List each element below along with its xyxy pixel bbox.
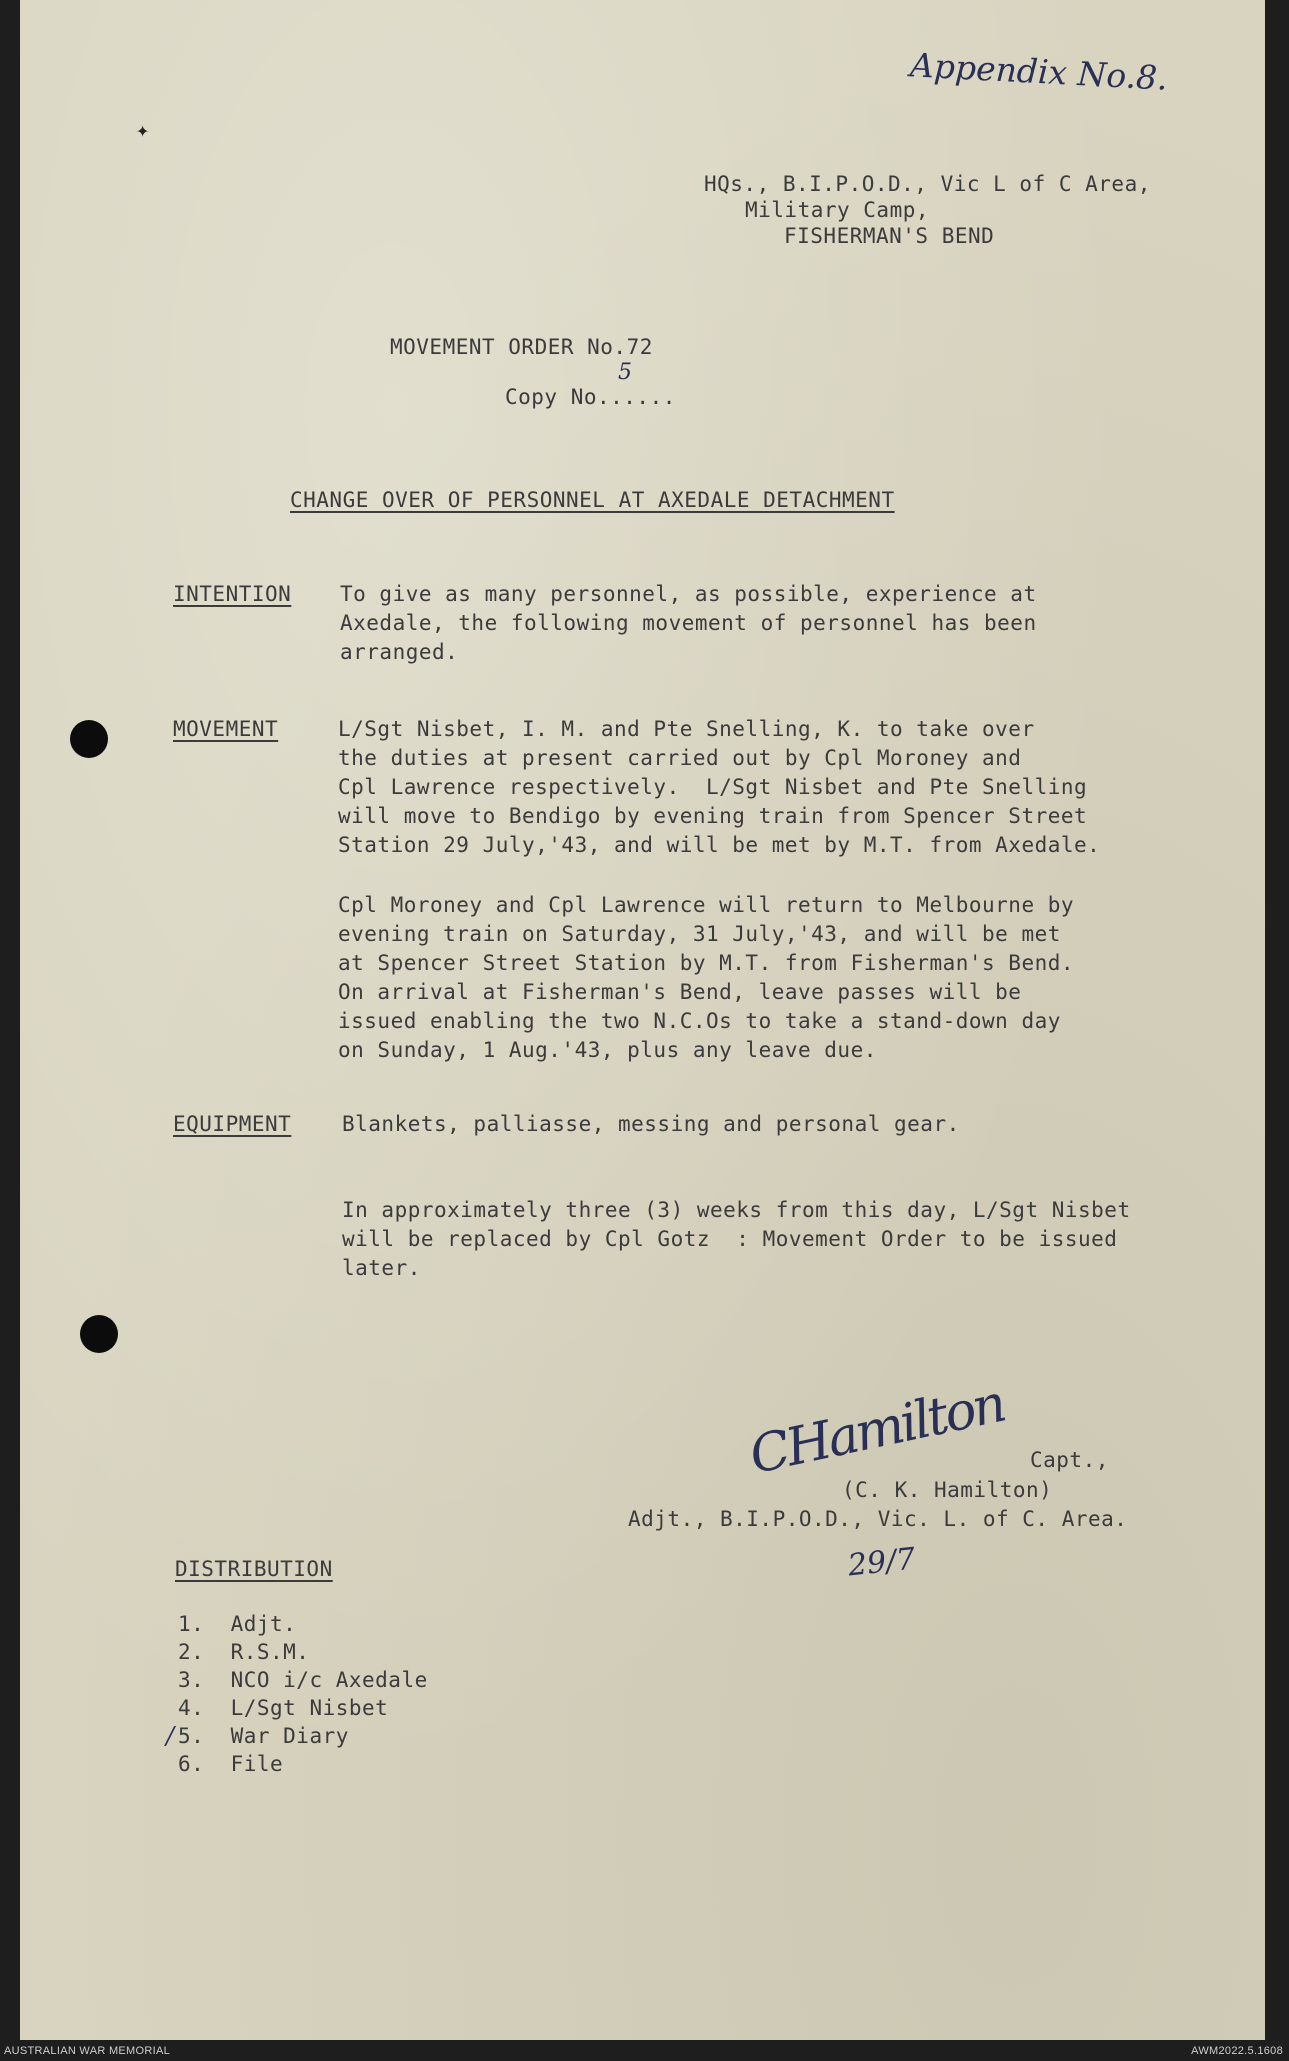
handwritten-date: 29/7 — [846, 1541, 918, 1584]
movement-line: L/Sgt Nisbet, I. M. and Pte Snelling, K. to take over — [338, 717, 1035, 741]
distribution-item: 3. NCO i/c Axedale — [178, 1668, 428, 1692]
signature-name: (C. K. Hamilton) — [842, 1478, 1053, 1502]
ink-mark: ✦ — [136, 118, 150, 143]
header-line-1: HQs., B.I.P.O.D., Vic L of C Area, — [704, 172, 1151, 196]
distribution-item: 6. File — [178, 1752, 284, 1776]
footer-source: AUSTRALIAN WAR MEMORIAL — [4, 2045, 171, 2057]
distribution-item: 5. War Diary — [178, 1724, 349, 1748]
header-line-2: Military Camp, — [745, 198, 930, 222]
intention-line: arranged. — [340, 640, 459, 664]
movement-heading: MOVEMENT — [173, 717, 279, 741]
intention-heading: INTENTION — [173, 582, 292, 606]
movement-line: evening train on Saturday, 31 July,'43, and will be met — [338, 922, 1061, 946]
intention-line: To give as many personnel, as possible, experience at — [340, 582, 1037, 606]
distribution-item: 4. L/Sgt Nisbet — [178, 1696, 389, 1720]
appendix-note: Appendix No.8. — [909, 45, 1169, 98]
movement-line: Cpl Moroney and Cpl Lawrence will return to Melbourne by — [338, 893, 1075, 917]
equipment-line: Blankets, palliasse, messing and personal gear. — [342, 1112, 960, 1136]
tick-mark: / — [166, 1722, 175, 1750]
movement-line: on Sunday, 1 Aug.'43, plus any leave due. — [338, 1038, 877, 1062]
note-line: In approximately three (3) weeks from this day, L/Sgt Nisbet — [342, 1198, 1131, 1222]
note-line: later. — [342, 1256, 421, 1280]
footer-accession: AWM2022.5.1608 — [1191, 2045, 1283, 2057]
intention-line: Axedale, the following movement of personnel has been — [340, 611, 1037, 635]
order-title: MOVEMENT ORDER No.72 — [390, 335, 653, 359]
movement-line: Cpl Lawrence respectively. L/Sgt Nisbet and Pte Snelling — [338, 775, 1088, 799]
distribution-heading: DISTRIBUTION — [175, 1557, 333, 1581]
punch-hole-top — [70, 720, 108, 758]
signature-title: Adjt., B.I.P.O.D., Vic. L. of C. Area. — [628, 1507, 1128, 1531]
handwritten-signature: CHamilton — [744, 1373, 1009, 1487]
distribution-item: 2. R.S.M. — [178, 1640, 310, 1664]
distribution-item: 1. Adjt. — [178, 1612, 297, 1636]
movement-line: the duties at present carried out by Cpl Moroney and — [338, 746, 1022, 770]
subject-heading: CHANGE OVER OF PERSONNEL AT AXEDALE DETACHMENT — [290, 488, 895, 512]
movement-line: issued enabling the two N.C.Os to take a stand-down day — [338, 1009, 1061, 1033]
header-line-3: FISHERMAN'S BEND — [784, 224, 995, 248]
equipment-heading: EQUIPMENT — [173, 1112, 292, 1136]
punch-hole-bottom — [80, 1315, 118, 1353]
copy-label: Copy No...... — [505, 385, 676, 409]
movement-line: Station 29 July,'43, and will be met by M.T. from Axedale. — [338, 833, 1101, 857]
movement-line: On arrival at Fisherman's Bend, leave passes will be — [338, 980, 1022, 1004]
signature-rank: Capt., — [1030, 1448, 1109, 1472]
movement-line: at Spencer Street Station by M.T. from Fisherman's Bend. — [338, 951, 1075, 975]
copy-number: 5 — [618, 360, 632, 385]
movement-line: will move to Bendigo by evening train from Spencer Street — [338, 804, 1088, 828]
note-line: will be replaced by Cpl Gotz : Movement Order to be issued — [342, 1227, 1118, 1251]
